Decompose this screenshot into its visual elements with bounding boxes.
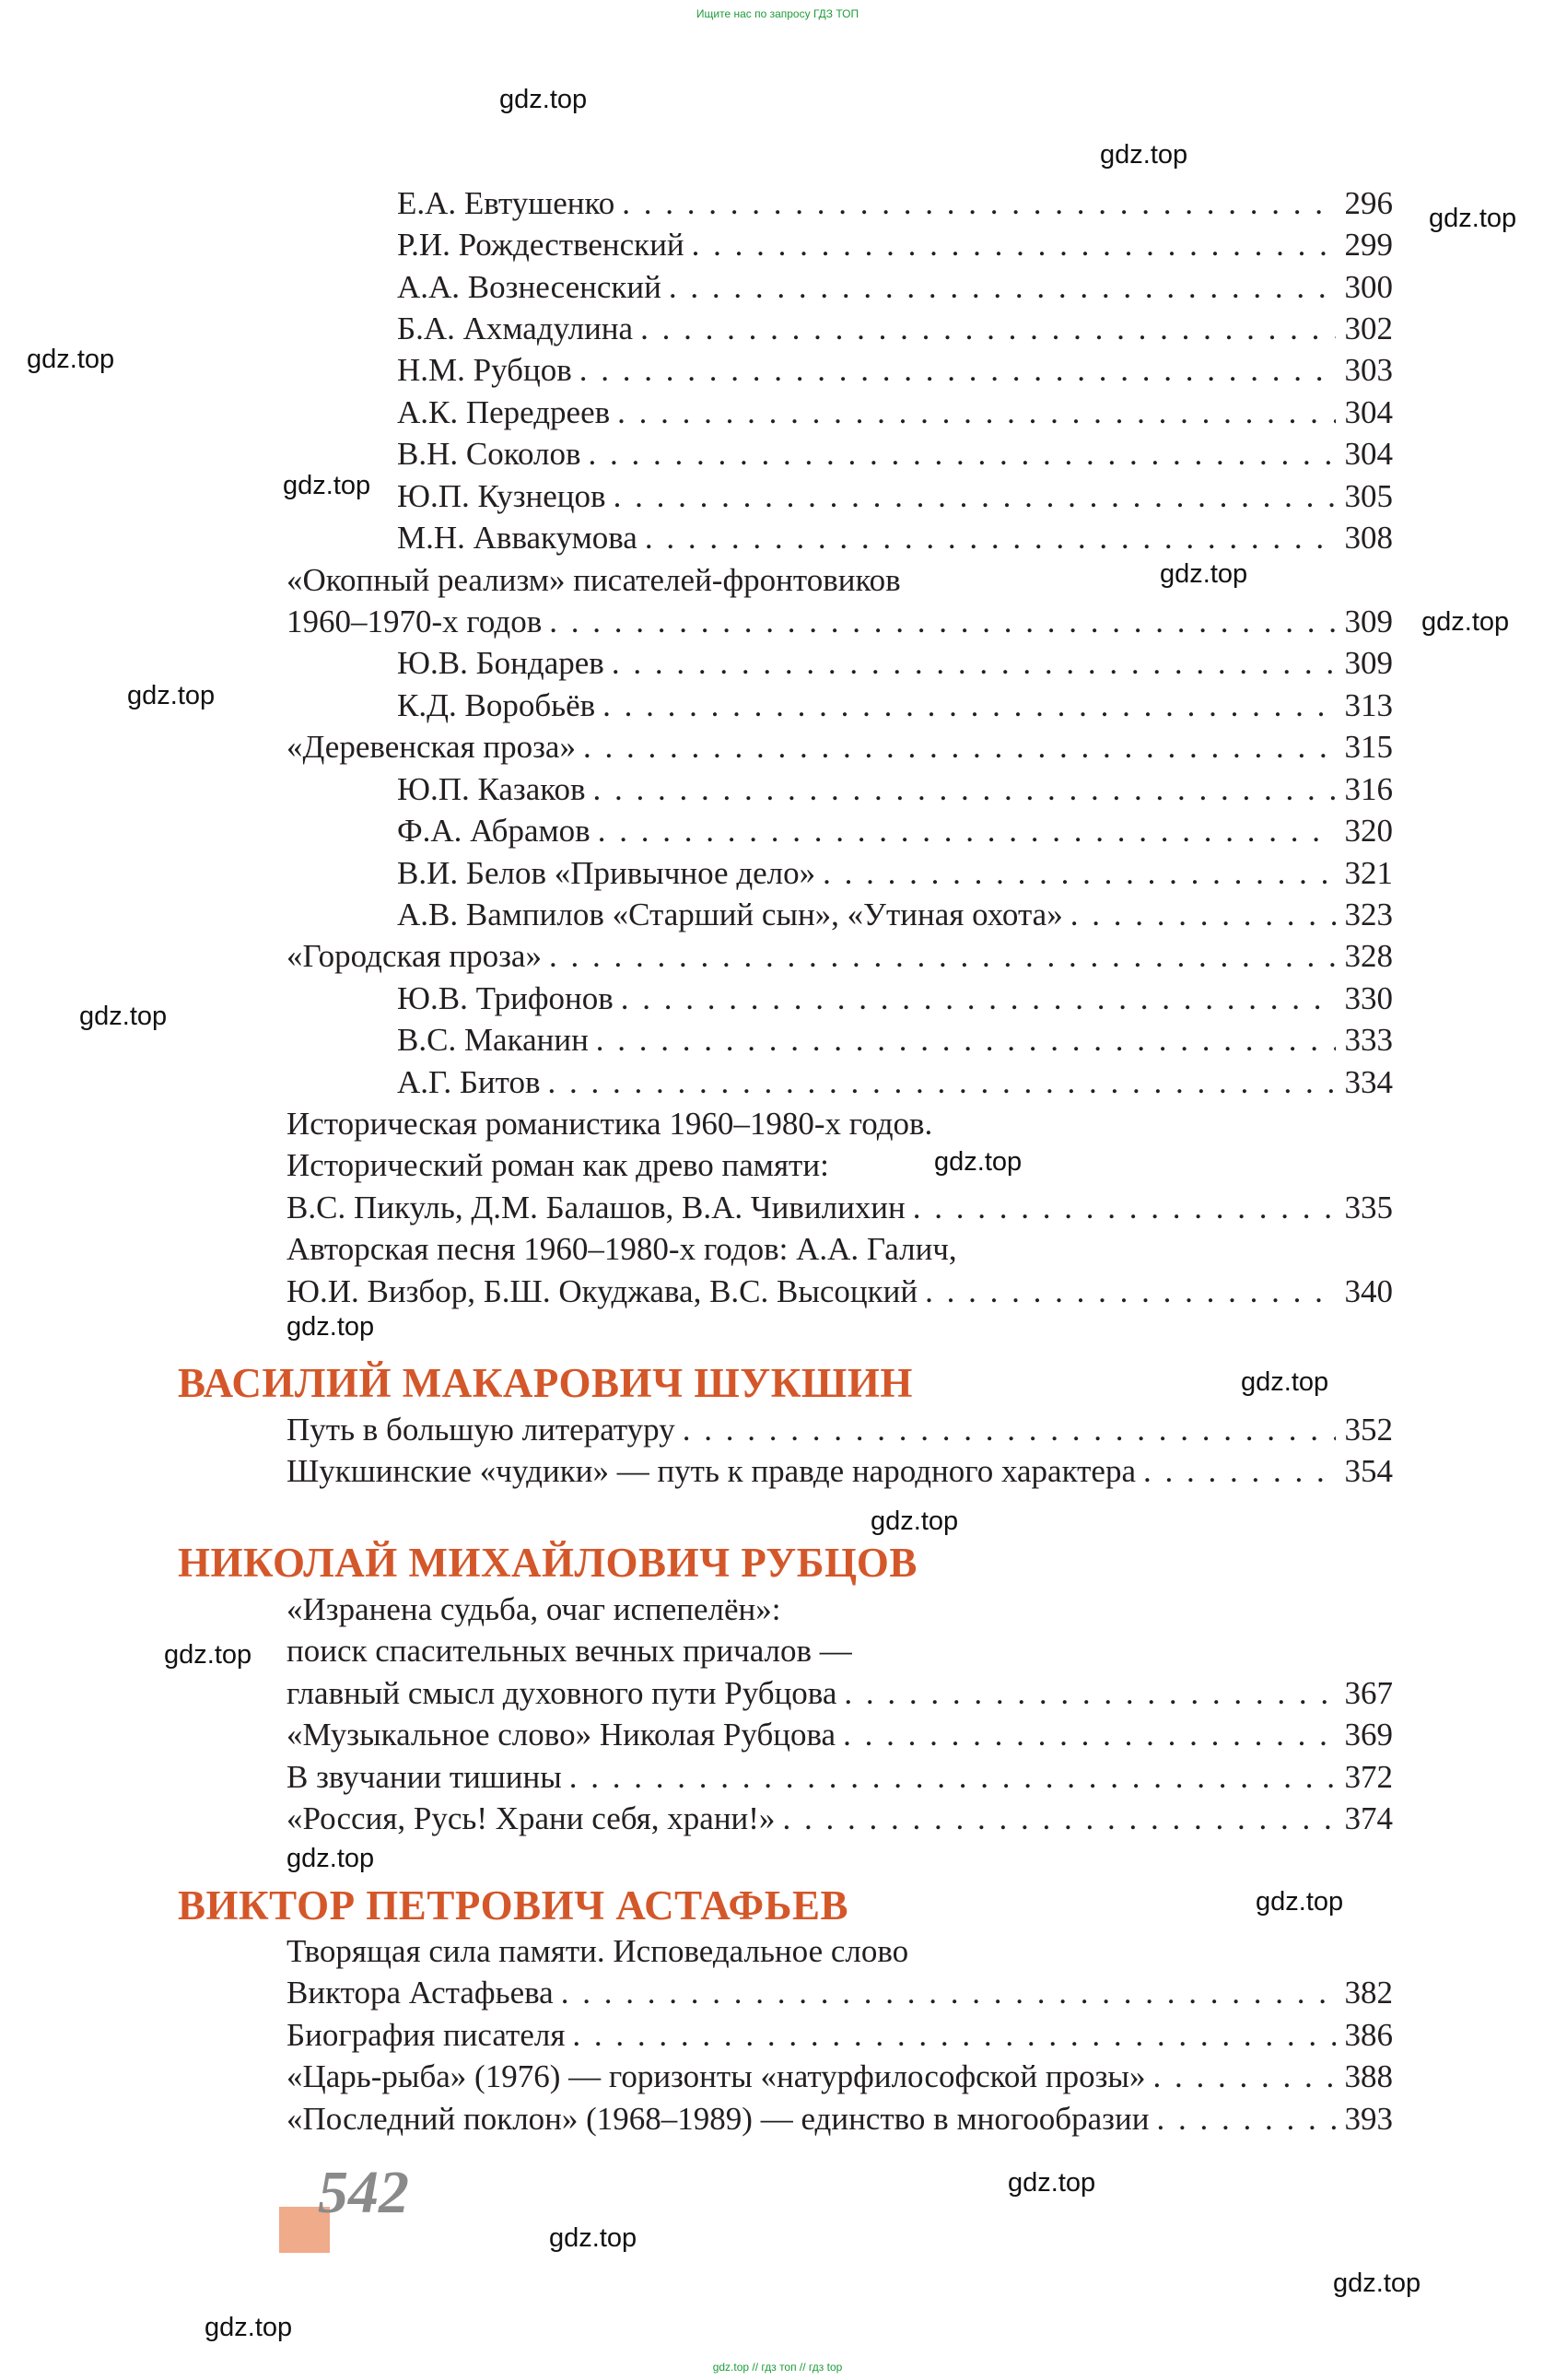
toc-entry: «Городская проза» . . . 328	[286, 936, 1393, 977]
watermark: gdz.top	[286, 1844, 375, 1873]
toc-entry: «Деревенская проза» . . . 315	[286, 727, 1393, 768]
watermark: gdz.top	[871, 1507, 959, 1536]
toc-entry: А.А. Вознесенский . . . 300	[397, 267, 1393, 308]
toc-entry: «Царь-рыба» (1976) — горизонты «натурфилософской прозы» . . . 388	[286, 2057, 1393, 2097]
toc-entry: В звучании тишины . . . 372	[286, 1757, 1393, 1798]
watermark: gdz.top	[934, 1147, 1023, 1177]
toc-entry: В.С. Пикуль, Д.М. Балашов, В.А. Чивилихин . . . 335	[286, 1188, 1393, 1228]
toc-heading-line: Творящая сила памяти. Исповедальное слово	[286, 1933, 909, 1969]
toc-entry: «Музыкальное слово» Николая Рубцова . . . 369	[286, 1715, 1393, 1755]
toc-entry: М.Н. Аввакумова . . . 308	[397, 518, 1393, 558]
toc-entry: Шукшинские «чудики» — путь к правде народного характера . . . 354	[286, 1451, 1393, 1492]
toc-entry: Путь в большую литературу . . . 352	[286, 1410, 1393, 1450]
author-heading-shukshin: ВАСИЛИЙ МАКАРОВИЧ ШУКШИН	[178, 1360, 913, 1406]
watermark: gdz.top	[1241, 1367, 1329, 1397]
toc-entry: Ю.И. Визбор, Б.Ш. Окуджава, В.С. Высоцкий . . . 340	[286, 1272, 1393, 1312]
toc-entry: А.К. Передреев . . . 304	[397, 393, 1393, 433]
toc-entry: Б.А. Ахмадулина . . . 302	[397, 309, 1393, 349]
toc-entry: Н.М. Рубцов . . . 303	[397, 350, 1393, 391]
toc-entry: Р.И. Рождественский . . . 299	[397, 225, 1393, 265]
watermark: gdz.top	[1333, 2269, 1421, 2298]
toc-entry: Е.А. Евтушенко . . . 296	[397, 183, 1393, 224]
toc-heading-line: Исторический роман как древо памяти:	[286, 1147, 829, 1183]
toc-entry: Ю.В. Трифонов . . . 330	[397, 979, 1393, 1019]
toc-entry: 1960–1970-х годов . . . 309	[286, 602, 1393, 642]
toc-entry: А.В. Вампилов «Старший сын», «Утиная охота» . . . 323	[397, 895, 1393, 935]
toc-entry: К.Д. Воробьёв . . . 313	[397, 686, 1393, 726]
watermark: gdz.top	[549, 2223, 637, 2253]
watermark: gdz.top	[1421, 607, 1510, 637]
toc-entry: Биография писателя . . . 386	[286, 2015, 1393, 2056]
watermark: gdz.top	[1429, 204, 1517, 233]
watermark: gdz.top	[127, 681, 216, 710]
author-heading-rubtsov: НИКОЛАЙ МИХАЙЛОВИЧ РУБЦОВ	[178, 1540, 918, 1586]
watermark: gdz.top	[1256, 1887, 1344, 1917]
toc-entry: Ю.В. Бондарев . . . 309	[397, 643, 1393, 684]
watermark: gdz.top	[1008, 2168, 1096, 2198]
toc-entry: А.Г. Битов . . . 334	[397, 1062, 1393, 1103]
watermark: gdz.top	[283, 471, 371, 500]
watermark: gdz.top	[205, 2313, 293, 2342]
toc-entry: Виктора Астафьева . . . 382	[286, 1973, 1393, 2013]
watermark: gdz.top	[27, 345, 115, 374]
watermark: gdz.top	[1100, 140, 1188, 170]
toc-entry: В.И. Белов «Привычное дело» . . . 321	[397, 853, 1393, 894]
toc-heading-line: «Изранена судьба, очаг испепелён»:	[286, 1591, 781, 1627]
watermark: gdz.top	[79, 1002, 168, 1031]
toc-heading-line: поиск спасительных вечных причалов —	[286, 1633, 852, 1669]
toc-heading-line: Авторская песня 1960–1980-х годов: А.А. Галич,	[286, 1231, 957, 1267]
toc-entry: В.С. Маканин . . . 333	[397, 1020, 1393, 1061]
page-number: 542	[318, 2159, 409, 2226]
toc-entry: «Россия, Русь! Храни себя, храни!» . . . 374	[286, 1799, 1393, 1839]
toc-entry: главный смысл духовного пути Рубцова . . . 367	[286, 1673, 1393, 1714]
toc-entry: Ю.П. Казаков . . . 316	[397, 769, 1393, 810]
author-heading-astafiev: ВИКТОР ПЕТРОВИЧ АСТАФЬЕВ	[178, 1882, 848, 1929]
toc-entry: Ф.А. Абрамов . . . 320	[397, 811, 1393, 851]
watermark: gdz.top	[1160, 559, 1248, 589]
toc-entry: В.Н. Соколов . . . 304	[397, 434, 1393, 475]
toc-heading-line: Историческая романистика 1960–1980-х годов.	[286, 1106, 933, 1142]
watermark: gdz.top	[164, 1640, 252, 1670]
toc-heading-line: «Окопный реализм» писателей-фронтовиков	[286, 562, 901, 598]
watermark: gdz.top	[286, 1312, 375, 1342]
bottom-note: gdz.top // гдз топ // гдз top	[712, 2361, 843, 2374]
top-search-note: Ищите нас по запросу ГДЗ ТОП	[696, 7, 859, 20]
toc-entry: «Последний поклон» (1968–1989) — единство в многообразии . . . 393	[286, 2099, 1393, 2140]
watermark: gdz.top	[499, 85, 588, 114]
toc-entry: Ю.П. Кузнецов . . . 305	[397, 476, 1393, 517]
